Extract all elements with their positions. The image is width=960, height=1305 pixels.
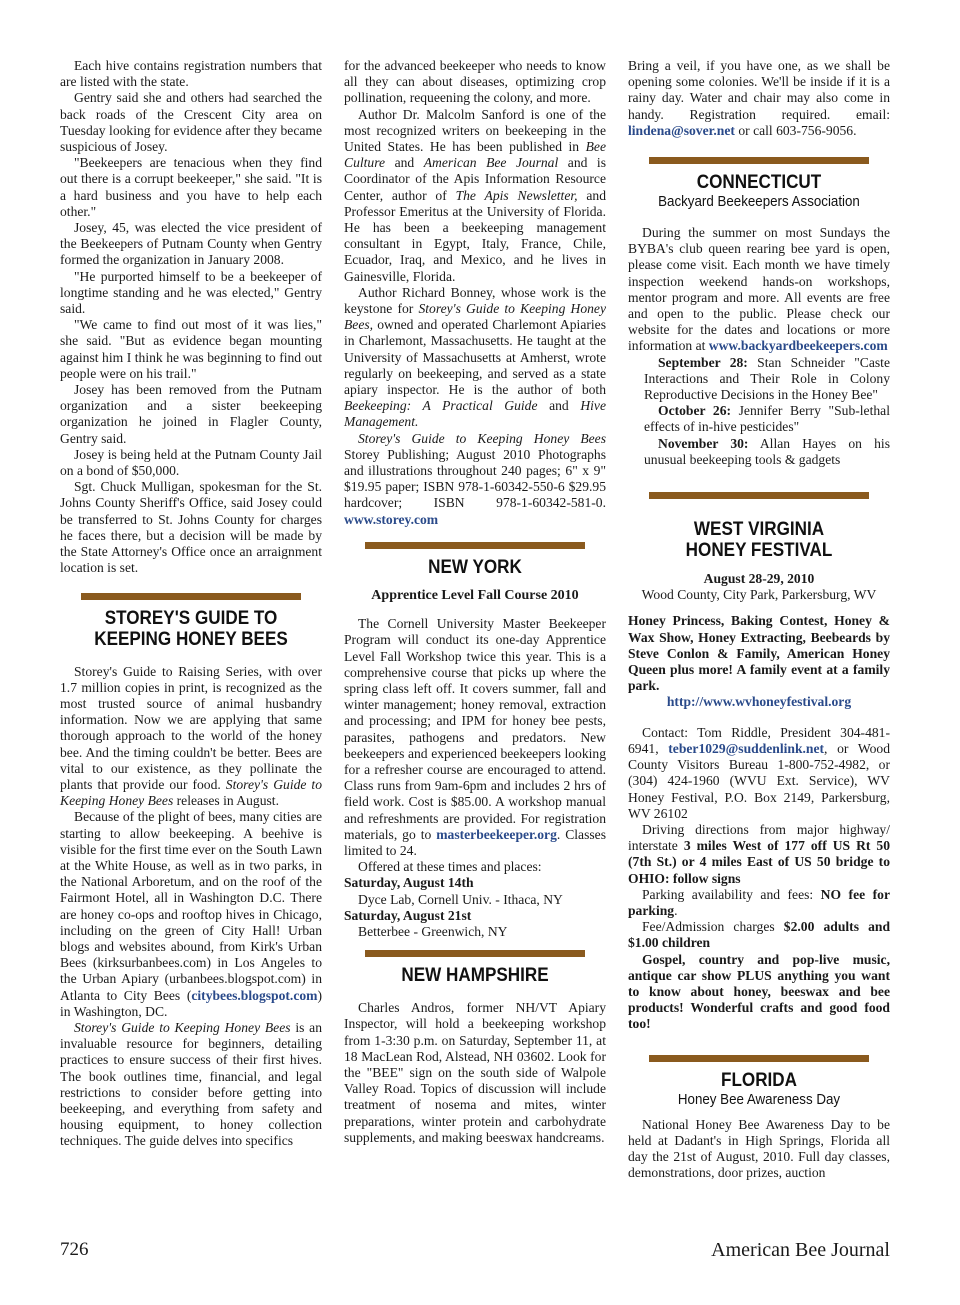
article-paragraph: Offered at these times and places: [358,859,542,875]
florida-subtitle: Honey Bee Awareness Day [677,1091,841,1108]
wvhoneyfestival-link[interactable]: http://www.wvhoneyfestival.org [666,694,852,710]
article-paragraph: Sgt. Chuck Mulligan, spokesman for the St. Johns County Sheriff's Office, said Josey could be transferred to St. Johns County for charges he faces there, but a decision will be made by the State Attorney's Office once an arraignment location is set. [60,479,322,576]
article-paragraph: Gentry said she and others had searched the back roads of the Crescent City area on Tuesday looking for evidence after they became suspicious of Josey. [60,90,322,155]
article-paragraph: Josey, 45, was elected the vice president of the Beekeepers of Putnam County when Gentry formed the organization in January 2008. [60,220,322,268]
article-paragraph: Gospel, country and pop-live music, antique car show PLUS anything you want to know about honey, beeswax and bee products! Wonderful crafts and good food too! [628,951,890,1032]
citybees-link[interactable]: citybees.blogspot.com [191,987,318,1003]
event-item: November 30: Allan Hayes on his unusual beekeeping tools & gadgets [644,435,890,467]
article-paragraph: "Beekeepers are tenacious when they find out there is a corrupt beekeeper," she said. "It is a hard business and you have to help each other." [60,155,322,219]
article-paragraph: During the summer on most Sundays the BYBA's club queen rearing bee yard is open, please come visit. Each month we have timely inspection weekend hands-on workshops, mentor program and more. All events are free and open to the public. Please check our website for the dates and locations or more information at www.backyardbeekeepers.com [628,225,890,354]
article-paragraph: Contact: Tom Riddle, President 304-481-6941, teber1029@suddenlink.net, or Wood County Visitors Bureau 1-800-752-4982, or (304) 424-1960 (WVU Ext. Service), WV Honey Festival, P.O. Box 2149, Parkersburg, WV 26102 [628,724,890,821]
column-3 [628,58,890,1181]
festival-location: Wood County, City Park, Parkersburg, WV [641,587,877,603]
west-virginia-title: WEST VIRGINIA HONEY FESTIVAL [685,519,833,562]
section-rule [365,542,585,549]
column-2 [344,58,606,1146]
article-paragraph: Charles Andros, former NH/VT Apiary Inspector, will hold a beekeeping workshop from 1-3:30 p.m. on Saturday, September 11, at 18 MacLean Rod, Alstead, NH 03602. Look for the "BEE" sign on the south side of Walpole Valley Road. Topics of discussion will include treatment of nosema and mites, winter preparations, winter protein and carbohydrate supplements, and making beeswax handcreams. [344,1000,606,1145]
storey-link[interactable]: www.storey.com [344,511,439,527]
storey-section [60,593,322,1150]
article-paragraph: Josey is being held at the Putnam County Jail on a bond of $50,000. [60,446,322,479]
event-place: Betterbee - Greenwich, NY [358,923,508,939]
article-paragraph: Storey's Guide to Raising Series, with over 1.7 million copies in print, is recognized as the most trusted source of animal husbandry information. Now we are applying that same thorough approach to the world of the honey bee. And the timing couldn't be better. Bees are vital to our existence, as they pollinate the plants that provide our food. Storey's Guide to Keeping Honey Bees releases in August. [60,663,322,809]
article-paragraph: Fee/Admission charges $2.00 adults and $1.00 children [628,919,891,951]
event-date: Saturday, August 14th [344,875,474,891]
new-york-title: NEW YORK [428,556,522,578]
article-paragraph: Storey's Guide to Keeping Honey Bees Storey Publishing; August 2010 Photographs and illustrations throughout 240 pages; 6" x 9" $19.95 paper; ISBN 978-1-60342-550-6 $29.95 hardcover; ISBN 978-1-60342-581-0. www.storey.com [344,430,606,527]
article-paragraph: Author Dr. Malcolm Sanford is one of the most recognized writers on beekeeping in the United States. He has been published in Bee Culture and American Bee Journal and is Coordinator of the Apis Information Resource Center, author of The Apis Newsletter, and Professor Emeritus at the University of Florida. He has been a beekeeping management consultant in Egypt, Italy, France, Chile, Ecuador, Iraq, and Mexico, and he lives in Gainesville, Florida. [344,106,606,284]
column-1 [60,58,322,1150]
page-number: 726 [60,1239,89,1260]
new-york-section [344,542,606,940]
article-paragraph: for the advanced beekeeper who needs to know all they can about diseases, optimizing crop pollination, requeening the colony, and more. [344,58,606,106]
connecticut-subtitle: Backyard Beekeepers Association [658,194,860,211]
article-paragraph: Josey has been removed from the Putnam organization and a sister beekeeping organization he joined in Flagler County, Gentry said. [60,382,322,446]
masterbeekeeper-link[interactable]: masterbeekeeper.org [436,826,557,842]
section-rule [365,950,585,957]
backyardbeekeepers-link[interactable]: www.backyardbeekeepers.com [708,338,888,354]
new-hampshire-section [344,950,606,1146]
florida-section [628,1055,890,1182]
new-york-subtitle: Apprentice Level Fall Course 2010 [371,587,579,603]
journal-name: American Bee Journal [711,1239,890,1261]
connecticut-title: CONNECTICUT [696,172,822,194]
contact-email-link[interactable]: teber1029@suddenlink.net [668,740,825,756]
event-item: October 26: Jennifer Berry "Sub-lethal effects of in-hive pesticides" [644,403,890,435]
article-paragraph: Each hive contains registration numbers that are listed with the state. [60,58,322,90]
article-paragraph: National Honey Bee Awareness Day to be held at Dadant's in High Springs, Florida all day the 21st of August, 2010. Full day classes, demonstrations, door prizes, auction [628,1116,890,1181]
article-paragraph: Storey's Guide to Keeping Honey Bees is an invaluable resource for beginners, detailing practices to ensure success of their first hives. The book outlines time, financial, and legal restrictions to consider before getting into beekeeping, and everything from safety and housing equipment, to honey collection techniques. The guide delves into specifics [60,1019,323,1149]
article-paragraph: "He purported himself to be a beekeeper of longtime standing and he was elected," Gentry said. [60,268,322,317]
article-paragraph: "We came to find out most of it was lies," she said. "But as evidence began mounting against him I think he was beginning to find out people were on his trail." [60,317,322,381]
article-paragraph: Parking availability and fees: NO fee for parking. [628,886,890,918]
florida-title: FLORIDA [721,1069,797,1091]
section-rule [649,492,869,499]
event-date: Saturday, August 21st [344,907,472,923]
new-hampshire-title: NEW HAMPSHIRE [401,965,549,987]
section-rule [649,1055,869,1062]
article-paragraph: Driving directions from major highway/ interstate 3 miles West of 177 off US Rt 50 (7th St.) or 4 miles East of US 50 bridge to OHIO: follow signs [628,821,890,886]
festival-promo: Honey Princess, Baking Contest, Honey & Wax Show, Honey Extracting, Beebeards by Steve Conlon & Family, American Honey Queen plus more! A family event at a family park. [628,613,890,694]
connecticut-section [628,157,890,468]
event-item: September 28: Stan Schneider "Caste Interactions and Their Role in Colony Reproductive Decisions in the Honey Bee" [644,354,890,403]
section-rule [649,157,869,164]
email-link[interactable]: lindena@sover.net [628,122,735,138]
storey-title: STOREY'S GUIDE TO KEEPING HONEY BEES [94,607,288,650]
section-rule [81,593,301,600]
article-paragraph: Because of the plight of bees, many cities are starting to allow beekeeping. A beehive is visible for the first time ever on the South Lawn at the White House, as well as in two parks, in the National Arboretum, and on the roof of the Fairmont Hotel, all in Washington D.C. There are honey co-ops and rooftop hives in Chicago, including on the green of City Hall! Urban blogs and websites abound, from Kirk's Urban Bees (kirksurbanbees.com) in Los Angeles to the Urban Apiary (urbanbees.blogspot.com) in Atlanta to City Bees (citybees.blogspot.com) in Washington, DC. [60,809,322,1019]
article-paragraph: Author Richard Bonney, whose work is the keystone for Storey's Guide to Keeping Honey Bees, owned and operated Charlemont Apiaries in Charlemont, Massachusetts. He taught at the University of Massachusetts at Amherst, wrote regularly on beekeeping, and served as a state apiary inspector. He is the author of both Beekeeping: A Practical Guide and Hive Management. [344,284,606,430]
west-virginia-section [628,492,890,1032]
event-place: Dyce Lab, Cornell Univ. - Ithaca, NY [358,891,563,907]
article-paragraph: The Cornell University Master Beekeeper Program will conduct its one-day Apprentice Level Fall Workshop twice this year. This is a comprehensive course that picks up where the spring class left off. It covers summer, fall and winter management; honey removal, extraction and processing; and IPM for honey bee pests, parasites, pathogens and predators. New beekeepers and experienced beekeepers looking for a refresher course are encouraged to attend. Class runs from 9am-6pm and includes 2 hrs of field work. Cost is $85.00. A workshop manual and refreshments are provided. For registration materials, go to masterbeekeeper.org. Classes limited to 24. [344,616,606,858]
article-paragraph: Bring a veil, if you have one, as we shall be opening some colonies. We'll be inside if it is a rainy day. Water and chair may also come in handy. Registration required. email: lindena@sover.net or call 603-756-9056. [628,58,890,138]
festival-date: August 28-29, 2010 [703,571,815,587]
